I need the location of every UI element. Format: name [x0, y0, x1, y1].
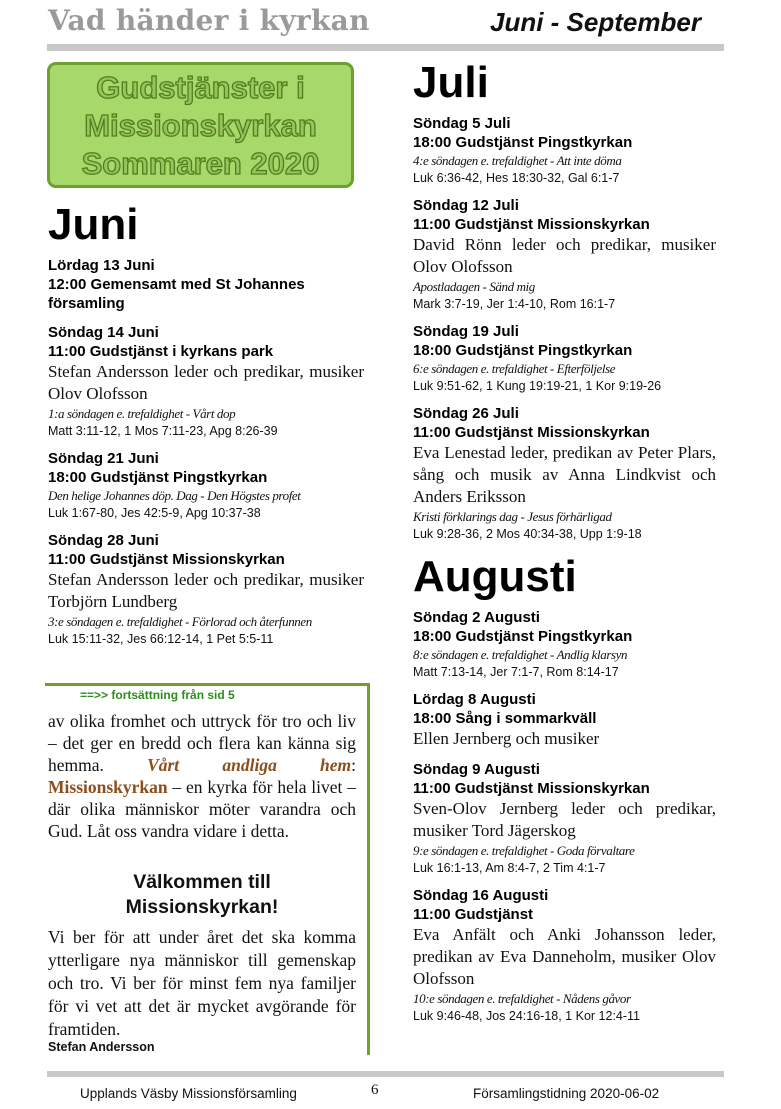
- event-date: Söndag 14 Juni: [48, 324, 159, 341]
- event-scripture: Matt 7:13-14, Jer 7:1-7, Rom 8:14-17: [413, 665, 619, 679]
- event: [413, 196, 716, 312]
- event-date: Söndag 2 Augusti: [413, 609, 540, 626]
- month-heading: Juli: [413, 58, 489, 107]
- footer-publication-date: Församlingstidning 2020-06-02: [473, 1086, 660, 1101]
- event-scripture: Mark 3:7-19, Jer 1:4-10, Rom 16:1-7: [413, 297, 616, 311]
- event-theme: 3:e söndagen e. trefaldighet - Förlorad och återfunnen: [48, 614, 312, 629]
- event-date: Söndag 12 Juli: [413, 197, 519, 214]
- event-scripture: Luk 9:28-36, 2 Mos 40:34-38, Upp 1:9-18: [413, 527, 642, 541]
- event-scripture: Luk 15:11-32, Jes 66:12-14, 1 Pet 5:5-11: [48, 632, 274, 646]
- event-date: Söndag 5 Juli: [413, 115, 511, 132]
- bottom-divider: [47, 1071, 724, 1077]
- highlight-church-name: Missionskyrkan: [48, 777, 168, 797]
- event-description: Eva Lenestad leder, predikan av Peter Plars, sång och musik av Anna Lindkvist och Anders Eriksson: [413, 443, 716, 506]
- event-title: 18:00 Sång i sommarkväll: [413, 710, 597, 727]
- event-description: Stefan Andersson leder och predikar, musiker Olov Olofsson: [48, 362, 364, 403]
- event-description: Stefan Andersson leder och predikar, musiker Torbjörn Lundberg: [48, 570, 364, 611]
- event-date: Söndag 21 Juni: [48, 450, 159, 467]
- june-section: [48, 200, 364, 657]
- event-description: Ellen Jernberg och musiker: [413, 729, 600, 748]
- event-theme: 1:a söndagen e. trefaldighet - Vårt dop: [48, 406, 236, 421]
- footer-organization: Upplands Väsby Missionsförsamling: [80, 1086, 297, 1101]
- event-description: Sven-Olov Jernberg leder och predikar, musiker Tord Jägerskog: [413, 799, 716, 840]
- july-august-section: [413, 58, 716, 1034]
- event-theme: 9:e söndagen e. trefaldighet - Goda förvaltare: [413, 843, 635, 858]
- event-description: Eva Anfält och Anki Johansson leder, predikan av Eva Danneholm, musiker Olov Olofsson: [413, 925, 716, 988]
- event-title: 18:00 Gudstjänst Pingstkyrkan: [413, 342, 633, 359]
- prayer-paragraph: Vi ber för att under året det ska komma ytterligare nya människor till gemenskap och tro. Vi ber för minst fem nya familjer för vi vet att det är mycket avgörande för framtiden.: [48, 927, 356, 1039]
- event-theme: Kristi förklarings dag - Jesus förhärligad: [413, 509, 612, 524]
- top-divider: [47, 44, 724, 51]
- month-heading: Juni: [48, 200, 139, 249]
- event: [413, 322, 716, 394]
- welcome-heading: [48, 870, 356, 920]
- event-title: 11:00 Gudstjänst Missionskyrkan: [413, 424, 650, 441]
- event-title: 11:00 Gudstjänst Missionskyrkan: [48, 551, 285, 568]
- banner-line: Sommaren 2020: [81, 146, 320, 181]
- event: [413, 760, 716, 876]
- event-title: 11:00 Gudstjänst: [413, 906, 534, 923]
- event-date: Söndag 19 Juli: [413, 323, 519, 340]
- event: [413, 608, 716, 680]
- event-title: 11:00 Gudstjänst Missionskyrkan: [413, 216, 650, 233]
- event-date: Söndag 9 Augusti: [413, 761, 540, 778]
- event-scripture: Luk 9:51-62, 1 Kung 19:19-21, 1 Kor 9:19-26: [413, 379, 662, 393]
- welcome-line: Missionskyrkan!: [125, 896, 279, 918]
- event: [413, 886, 716, 1024]
- continuation-paragraph: [48, 710, 356, 842]
- author-signature: Stefan Andersson: [48, 1040, 155, 1054]
- event-date: Söndag 26 Juli: [413, 405, 519, 422]
- event: [413, 404, 716, 542]
- newsletter-section-title: Vad händer i kyrkan: [48, 4, 370, 37]
- event-scripture: Matt 3:11-12, 1 Mos 7:11-23, Apg 8:26-39: [48, 424, 278, 438]
- event-title: 18:00 Gudstjänst Pingstkyrkan: [48, 469, 268, 486]
- month-heading: Augusti: [413, 552, 577, 601]
- event-title: 18:00 Gudstjänst Pingstkyrkan: [413, 628, 633, 645]
- event-scripture: Luk 1:67-80, Jes 42:5-9, Apg 10:37-38: [48, 506, 261, 520]
- event: [413, 690, 716, 750]
- event-theme: 4:e söndagen e. trefaldighet - Att inte döma: [413, 153, 622, 168]
- event-date: Lördag 13 Juni: [48, 257, 155, 274]
- welcome-line: Välkommen till: [133, 871, 271, 893]
- event: [48, 323, 364, 439]
- event-scripture: Luk 16:1-13, Am 8:4-7, 2 Tim 4:1-7: [413, 861, 606, 875]
- event: [48, 256, 364, 313]
- continuation-text: – en kyrka för hela livet – där olika människor möter varandra och Gud. Låt oss vandra vidare i detta.: [48, 777, 356, 841]
- banner-line: Gudstjänster i: [96, 70, 305, 105]
- continuation-text: :: [351, 755, 356, 775]
- event-scripture: Luk 9:46-48, Jos 24:16-18, 1 Kor 12:4-11: [413, 1009, 641, 1023]
- event-date: Söndag 28 Juni: [48, 532, 159, 549]
- highlight-phrase: Vårt andliga hem: [147, 755, 352, 775]
- event-description: David Rönn leder och predikar, musiker Olov Olofsson: [413, 235, 716, 276]
- event-title: 11:00 Gudstjänst Missionskyrkan: [413, 780, 650, 797]
- page-number: 6: [371, 1082, 379, 1098]
- event-date: Söndag 16 Augusti: [413, 887, 549, 904]
- event: [48, 449, 364, 521]
- event-title: 11:00 Gudstjänst i kyrkans park: [48, 343, 274, 360]
- event-theme: 10:e söndagen e. trefaldighet - Nådens gåvor: [413, 991, 631, 1006]
- event: [48, 531, 364, 647]
- banner-line: Missionskyrkan: [84, 108, 317, 143]
- continuation-text: av olika fromhet och uttryck för tro och liv – det ger en bredd och flera kan känna sig hemma.: [48, 711, 356, 775]
- event-date: Lördag 8 Augusti: [413, 691, 536, 708]
- event-title: 12:00 Gemensamt med St Johannes församling: [48, 276, 305, 312]
- date-range-title: Juni - September: [490, 7, 701, 37]
- summer-services-banner: [47, 62, 354, 188]
- event-scripture: Luk 6:36-42, Hes 18:30-32, Gal 6:1-7: [413, 171, 620, 185]
- event-theme: Apostladagen - Sänd mig: [413, 279, 535, 294]
- event-theme: 8:e söndagen e. trefaldighet - Andlig klarsyn: [413, 647, 628, 662]
- continuation-label: ==>> fortsättning från sid 5: [80, 688, 235, 702]
- event: [413, 114, 716, 186]
- event-title: 18:00 Gudstjänst Pingstkyrkan: [413, 134, 633, 151]
- event-theme: Den helige Johannes döp. Dag - Den Högstes profet: [48, 488, 301, 503]
- event-theme: 6:e söndagen e. trefaldighet - Efterföljelse: [413, 361, 616, 376]
